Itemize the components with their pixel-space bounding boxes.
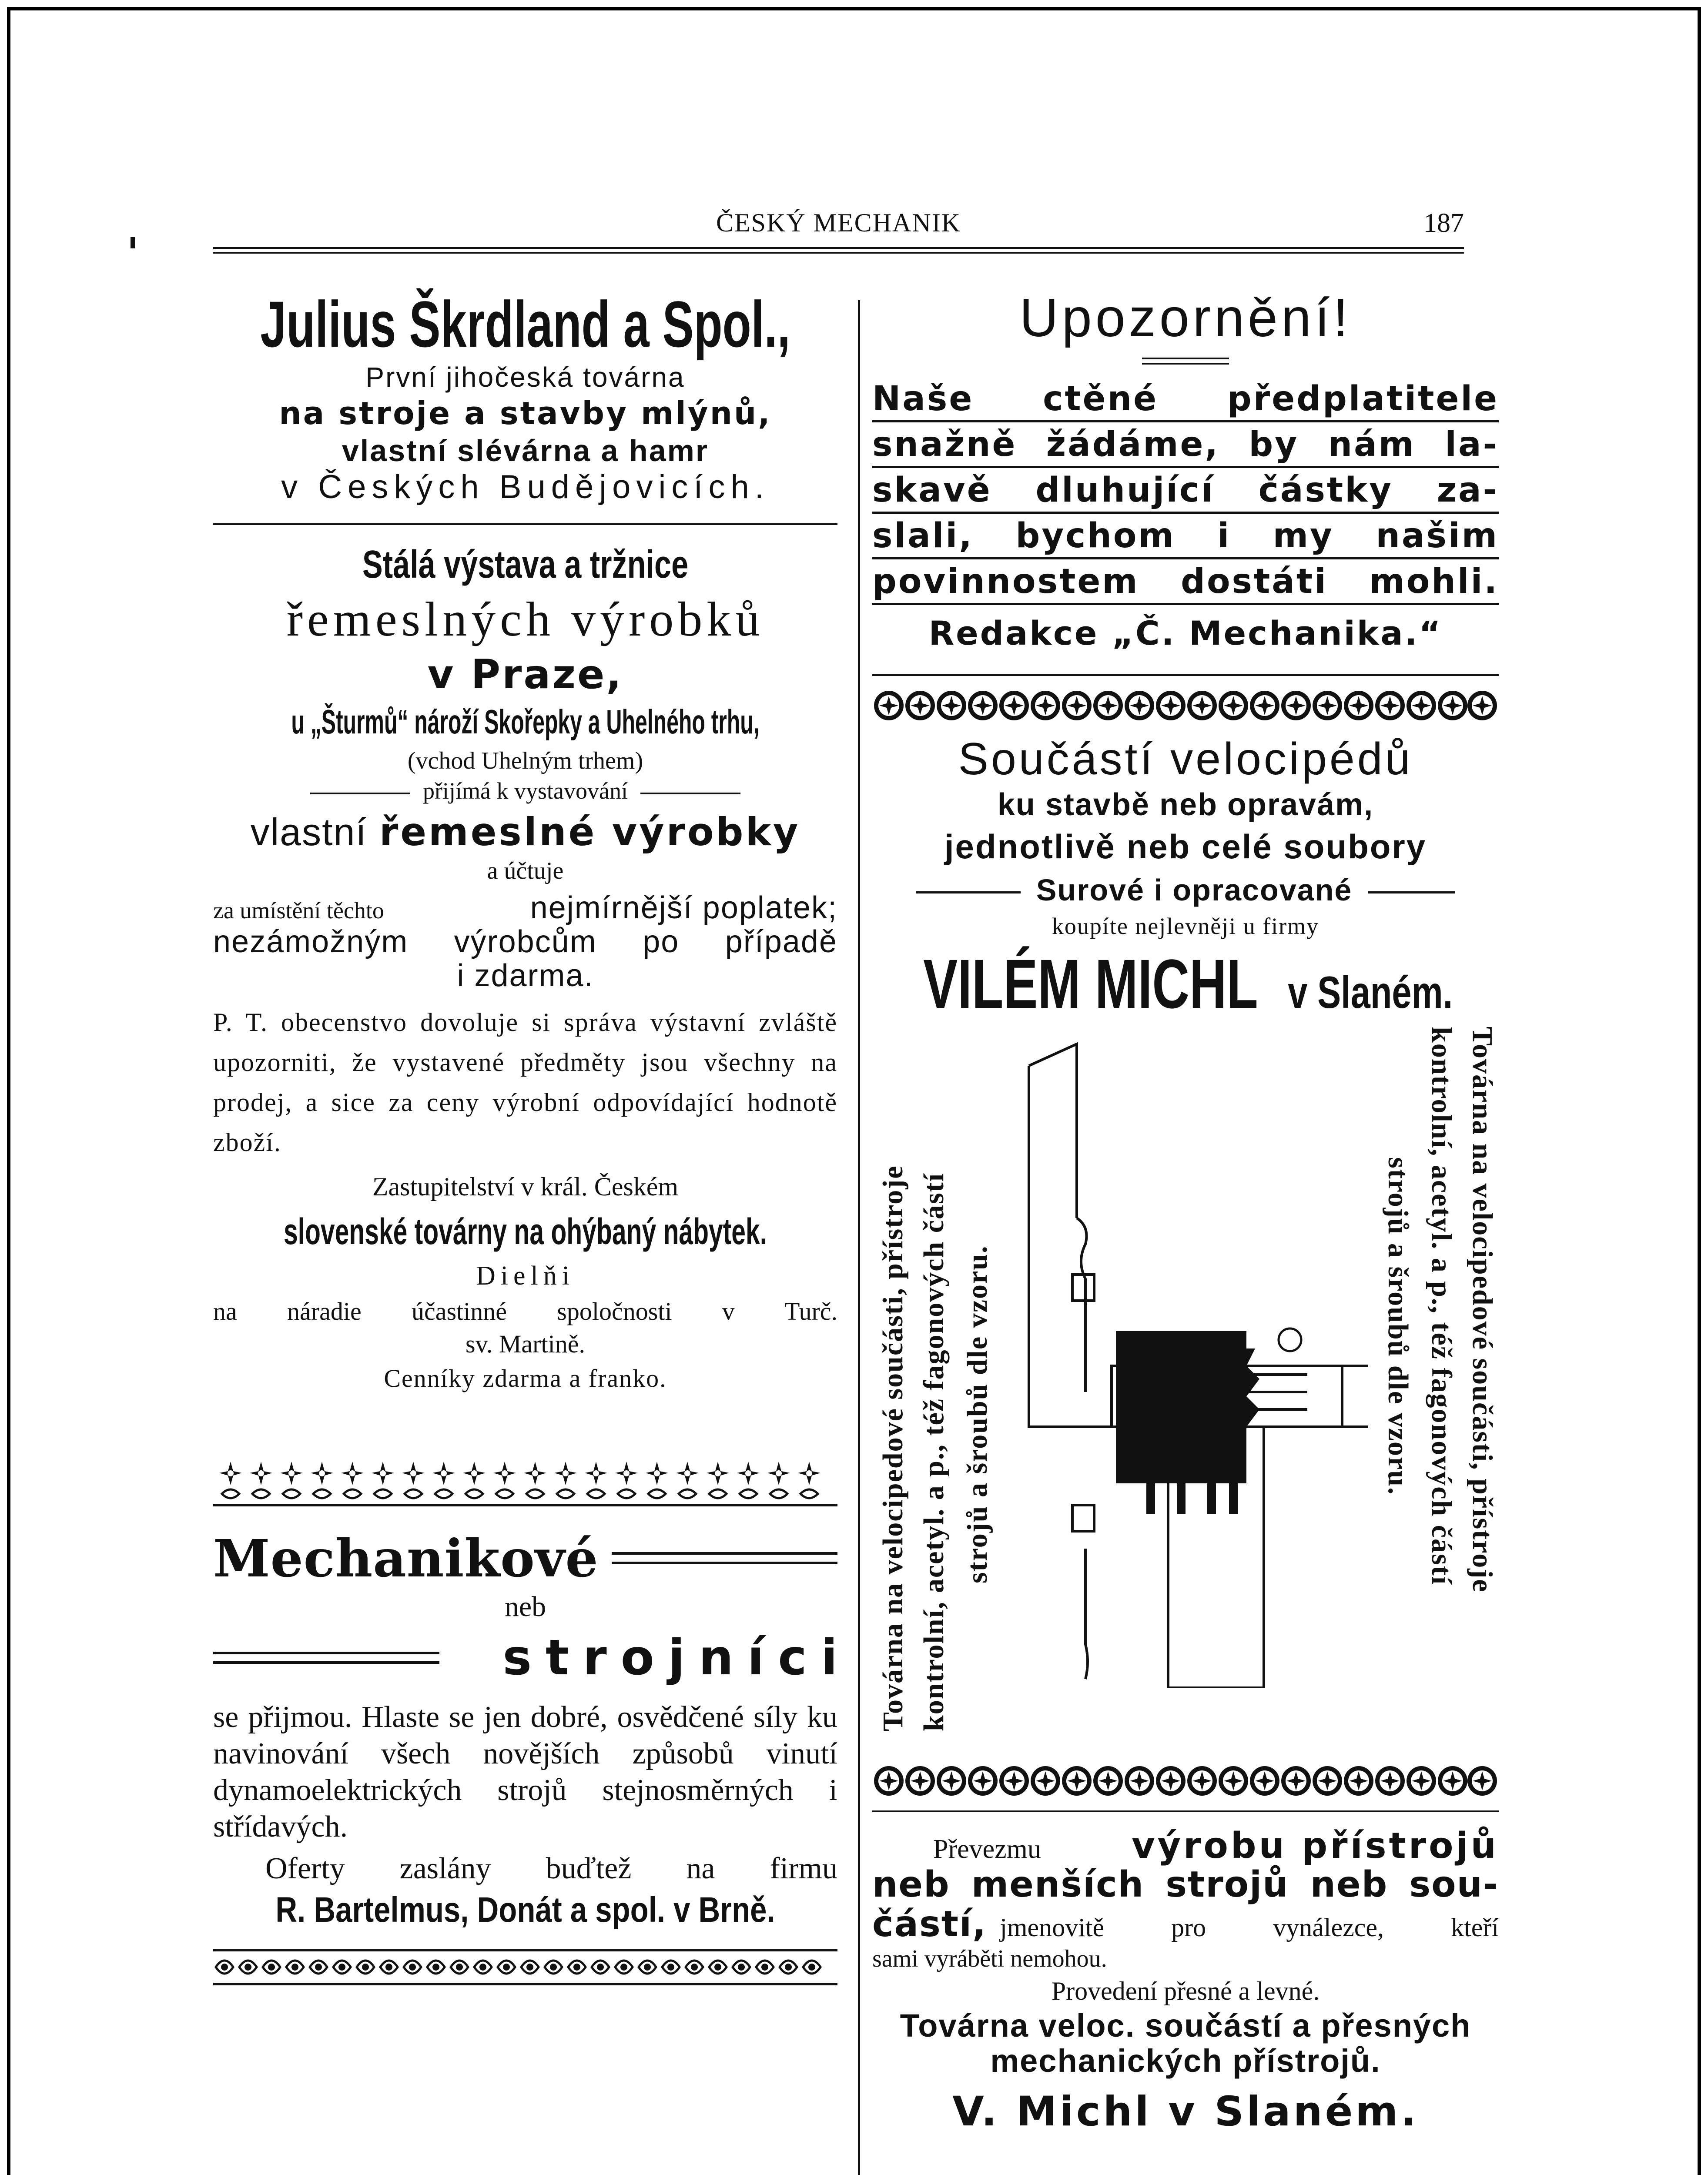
firm-place: v Slaném. (1288, 967, 1453, 1018)
header-rule-2 (213, 252, 1464, 254)
separator-rule (213, 523, 837, 525)
ad-paragraph: se přijmou. Hlaste se jen dobré, osvědčené síly ku navinování všech novějších způsobů vinutí dynamoelektrických strojů stejnosměrných i střídavých. (213, 1700, 837, 1844)
ad-line: ku stavbě neb opravám, (997, 787, 1374, 822)
ad-heading-decorative: řemeslných výrobků (286, 592, 764, 646)
separator-rule (872, 674, 1499, 676)
separator-rule (872, 1810, 1499, 1812)
ad-line: sv. Martině. (466, 1330, 585, 1358)
double-rule (612, 1552, 837, 1564)
ad-line: Továrna veloc. součástí a přesných (900, 2008, 1471, 2044)
ad-line: Cenníky zdarma a franko. (384, 1364, 667, 1392)
header-rule (213, 247, 1464, 249)
star-ornament-icon (872, 1764, 1499, 1797)
ad-heading: Součástí velocipédů (958, 734, 1413, 784)
ad-line: na stroje a stavby mlýnů, (279, 395, 772, 432)
firm-name: VILÉM MICHL (923, 945, 1258, 1023)
notice-line: slali, bychom i my našim (872, 516, 1499, 559)
page-number: 187 (1423, 208, 1464, 238)
ad-michl (872, 689, 1499, 1797)
ad-line: částí, (872, 1904, 987, 1945)
ad-upozorneni (872, 287, 1499, 652)
side-text: strojů a šroubů dle vzoru. (961, 1245, 993, 1583)
ad-line: sami vyráběti nemohou. (872, 1945, 1107, 1972)
double-rule (213, 1652, 439, 1664)
ad-line: nezámožným výrobcům po případě (213, 924, 837, 959)
ad-line: Převezmu (933, 1834, 1041, 1864)
notice-line: povinnostem dostáti mohli. (872, 562, 1499, 605)
ad-firm: V. Michl v Slaném. (952, 2088, 1419, 2135)
side-text: kontrolní, acetyl. a p., též fagonových částí (918, 1172, 950, 1731)
ad-line: za umístění těchto nejmírnější poplatek; (213, 890, 837, 925)
ad-heading: strojníci (502, 1630, 851, 1686)
ad-line: vlastní řemeslné výrobky (250, 810, 800, 854)
ad-line: výrobu přístrojů (1132, 1825, 1499, 1867)
ad-heading: Mechanikové (213, 1528, 599, 1589)
ad-line: přijímá k vystavování (213, 777, 837, 804)
illustration-block (872, 1027, 1499, 1753)
ad-line: a účtuje (487, 857, 564, 884)
ad-firm: R. Bartelmus, Donát a spol. v Brně. (275, 1890, 775, 1930)
ad-vyroba (872, 1825, 1499, 2135)
ad-line: První jihočeská továrna (365, 361, 685, 393)
velocipede-part-illustration (1003, 1035, 1368, 1688)
flower-ornament-icon (213, 1946, 837, 1988)
left-column (213, 261, 851, 1988)
side-text: kontrolní, acetyl. a p., též fagonových částí (1426, 1027, 1457, 1586)
ad-line: (vchod Uhelným trhem) (407, 747, 643, 774)
side-text: Továrna na velocipedové součásti, přístroje (1467, 1027, 1498, 1593)
star-ornament-icon (213, 1458, 837, 1510)
ad-line: Dielňi (476, 1261, 575, 1291)
ad-line: na náradie účastinné spoločnosti v Turč. (213, 1297, 837, 1325)
ad-line: Oferty zaslány buďtež na firmu (265, 1852, 837, 1885)
ad-line: jmenovitě pro vynálezce, kteří (1000, 1913, 1499, 1942)
notice-line: snažně žádáme, by nám la- (872, 425, 1499, 468)
ad-address: u „Šturmů“ nároží Skořepky a Uhelného trhu, (291, 703, 760, 741)
notice-line: skavě dluhující částky za- (872, 471, 1499, 514)
ad-line: Surové i opracované (872, 873, 1499, 907)
ad-heading: Stálá výstava a tržnice (362, 543, 689, 586)
right-column (872, 261, 1499, 2135)
short-rule (1142, 358, 1229, 365)
ad-skrdland (213, 287, 837, 506)
ad-paragraph: P. T. obecenstvo dovoluje si správa výstavní zvláště upozorniti, že vystavené předměty jsou všechny na prodej, a sice za ceny výrobní odpovídající hodnotě zboží. (213, 1008, 837, 1157)
star-ornament-icon (872, 689, 1499, 722)
ad-line: neb (504, 1591, 546, 1623)
ad-line: i zdarma. (457, 958, 594, 993)
column-divider (858, 300, 860, 2175)
ad-city: v Praze, (427, 651, 623, 698)
ad-line: neb menších strojů neb sou- (872, 1864, 1499, 1905)
ad-line: Zastupitelství v král. Českém (372, 1172, 679, 1201)
ad-line: koupíte nejlevněji u firmy (1052, 913, 1320, 939)
ad-line: jednotlivě neb celé soubory (944, 827, 1427, 866)
ad-line: mechanických přístrojů. (990, 2043, 1381, 2079)
ad-mechanikove (213, 1528, 851, 1931)
ad-line: Provedení přesné a levné. (1051, 1977, 1320, 2005)
ad-line: v Českých Budějovicích. (281, 468, 770, 505)
ad-heading: Upozornění! (1019, 288, 1352, 348)
company-name: Julius Škrdland a Spol., (260, 288, 790, 361)
side-text: strojů a šroubů dle vzoru. (1382, 1157, 1414, 1496)
margin-mark (131, 237, 135, 248)
running-header (213, 204, 1464, 244)
side-text: Továrna na velocipedové součásti, přístroje (877, 1165, 909, 1731)
ad-line: vlastní slévárna a hamr (342, 434, 709, 468)
ad-vystava (213, 542, 837, 1393)
firm-line (872, 944, 1499, 1023)
notice-line: Naše ctěné předplatitele (872, 379, 1499, 422)
notice-signature: Redakce „Č. Mechanika.“ (928, 614, 1443, 652)
ad-line: slovenské továrny na ohýbaný nábytek. (283, 1211, 767, 1252)
journal-title: ČESKÝ MECHANIK (716, 208, 961, 237)
